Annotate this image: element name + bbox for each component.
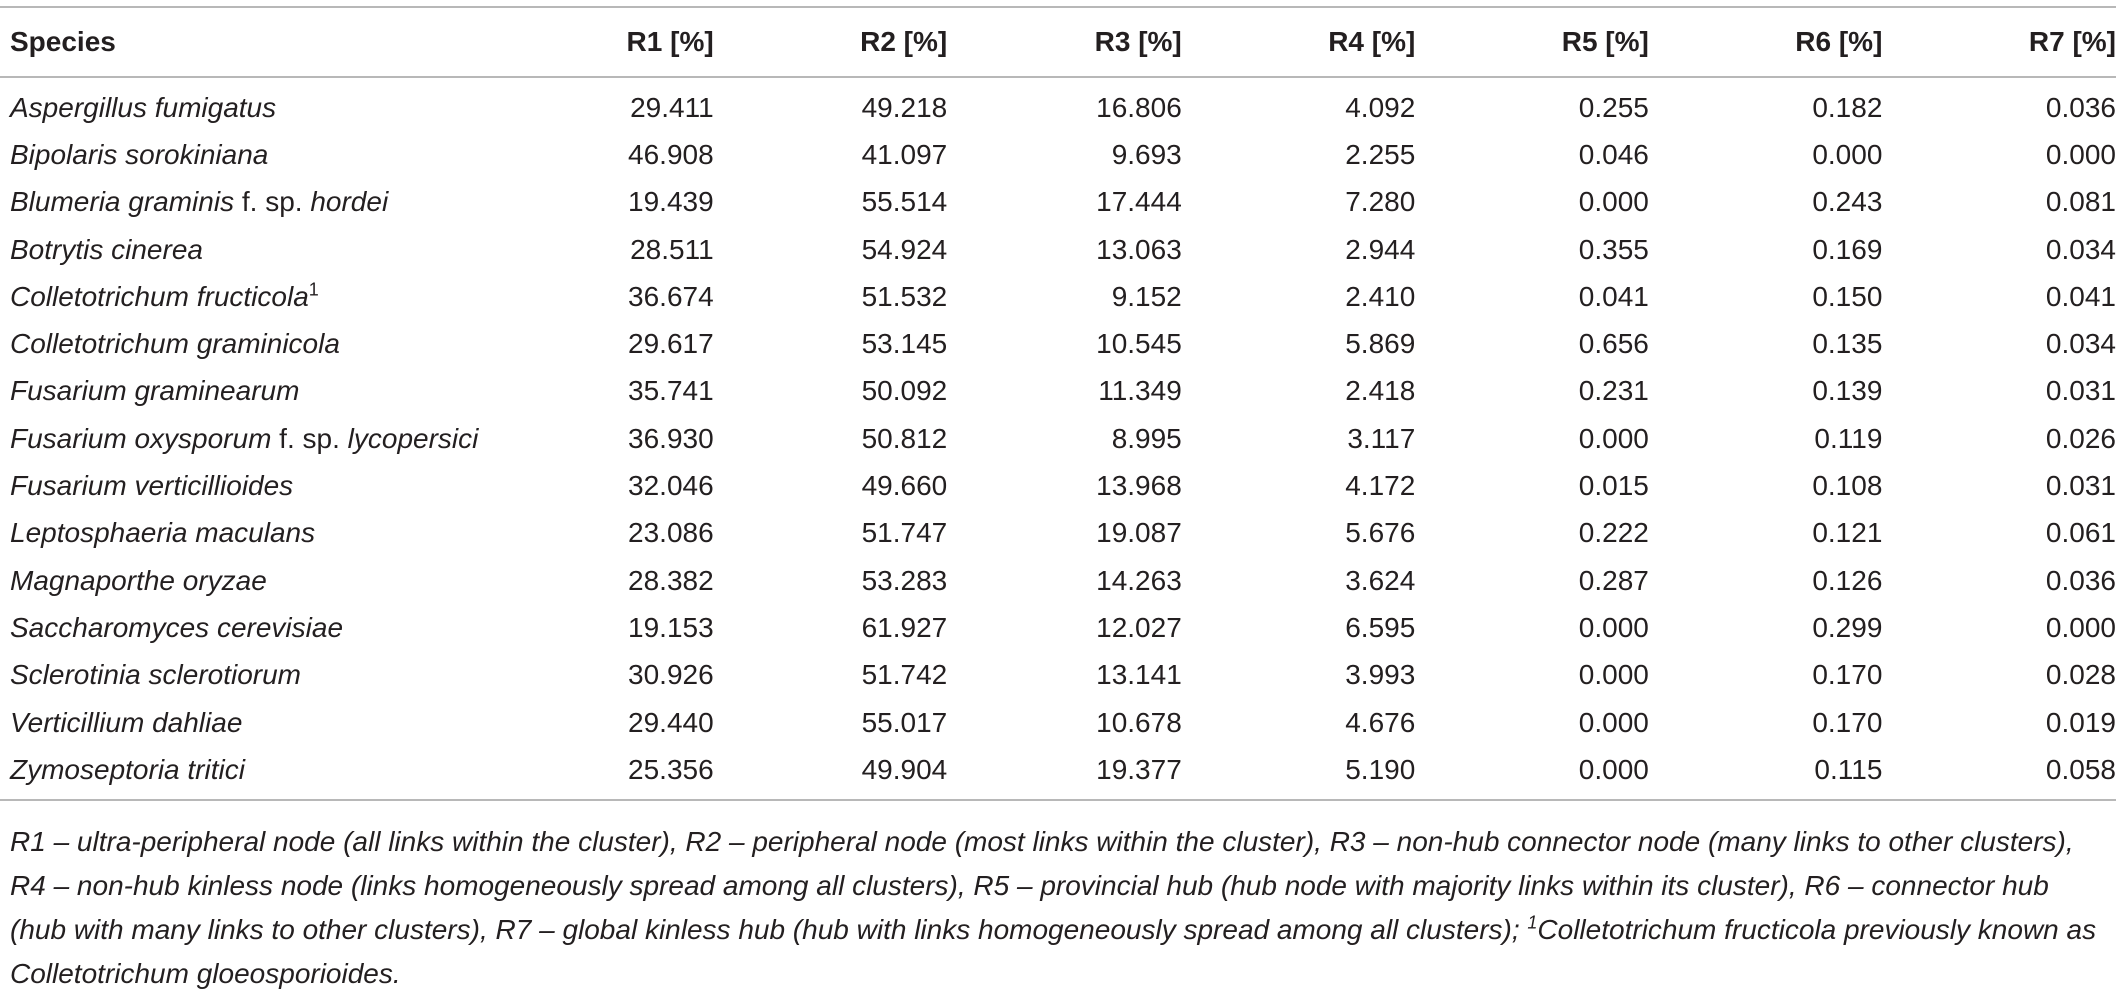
footnote-role-definitions: R1 – ultra-peripheral node (all links within the cluster), R2 – peripheral node (most links within the cluster), R3 – non-hub connector node (many links to other clusters), R4 – non-hub kinless node (links homogeneously spread among all clusters), R5 – provincial hub (hub node with majority links within its cluster), R6 – connector hub (hub with many links to other clusters), R7 – global kinless hub (hub with links homogeneously spread among all clusters); (10, 826, 2074, 945)
value-cell-r1: 35.741 (628, 375, 714, 407)
species-name-cell (0, 368, 521, 415)
value-cell-r5: 0.000 (1578, 659, 1649, 691)
value-cell-r2: 51.532 (861, 280, 948, 312)
value-cell-r4: 2.255 (1345, 138, 1416, 170)
value-cell-r5: 0.046 (1578, 138, 1649, 170)
species-name-part: Leptosphaeria maculans (10, 517, 316, 549)
value-cell-r5: 0.015 (1578, 470, 1649, 502)
species-name-cell (0, 226, 521, 273)
value-cell-r6: 0.139 (1812, 375, 1883, 407)
value-cell-r3: 13.063 (1096, 233, 1182, 265)
value-cell-r2: 49.218 (861, 91, 948, 123)
value-cell-r2: 50.812 (861, 422, 948, 454)
table-row (0, 652, 2116, 699)
table-row (0, 77, 2116, 131)
value-cell-r6: 0.115 (1814, 753, 1883, 785)
value-cell-r5: 0.000 (1578, 706, 1649, 738)
value-cell-r7: 0.041 (2045, 280, 2116, 312)
value-cell-r2: 41.097 (861, 138, 948, 170)
species-name-part: Colletotrichum fructicola (10, 280, 309, 312)
table-row (0, 131, 2116, 178)
table-row (0, 510, 2116, 557)
value-cell-r5: 0.000 (1578, 186, 1649, 218)
value-cell-r6: 0.000 (1812, 138, 1883, 170)
value-cell-r4: 2.944 (1345, 233, 1416, 265)
value-cell-r7: 0.061 (2045, 517, 2116, 549)
value-cell-r7: 0.026 (2045, 422, 2116, 454)
value-cell-r1: 25.356 (628, 753, 714, 785)
value-cell-r6: 0.126 (1812, 564, 1883, 596)
table-row (0, 746, 2116, 800)
value-cell-r3: 12.027 (1096, 611, 1182, 643)
table-row (0, 320, 2116, 367)
value-cell-r5: 0.222 (1578, 517, 1649, 549)
table-body (0, 77, 2116, 800)
value-cell-r3: 9.693 (1111, 138, 1182, 170)
value-cell-r6: 0.121 (1812, 517, 1883, 549)
species-name-part: Botrytis cinerea (10, 233, 203, 265)
value-cell-r3: 19.087 (1096, 517, 1182, 549)
value-cell-r6: 0.170 (1812, 706, 1883, 738)
value-cell-r6: 0.150 (1812, 280, 1883, 312)
value-cell-r5: 0.041 (1578, 280, 1649, 312)
value-cell-r2: 53.283 (861, 564, 948, 596)
header-r5: R5 [%] (1561, 26, 1649, 57)
species-name-cell (0, 510, 521, 557)
value-cell-r6: 0.135 (1812, 328, 1883, 360)
species-name-cell (0, 746, 521, 800)
value-cell-r7: 0.036 (2045, 564, 2116, 596)
species-role-table (0, 6, 2116, 801)
species-name-part: Colletotrichum graminicola (10, 328, 340, 360)
value-cell-r7: 0.019 (2045, 706, 2116, 738)
value-cell-r1: 29.411 (630, 91, 714, 123)
value-cell-r6: 0.170 (1812, 659, 1883, 691)
header-species: Species (10, 26, 116, 57)
table-row (0, 368, 2116, 415)
value-cell-r6: 0.169 (1812, 233, 1883, 265)
value-cell-r2: 53.145 (861, 328, 948, 360)
table-row (0, 557, 2116, 604)
value-cell-r4: 3.117 (1347, 422, 1416, 454)
species-name-cell (0, 320, 521, 367)
value-cell-r3: 9.152 (1111, 280, 1182, 312)
value-cell-r5: 0.000 (1578, 611, 1649, 643)
species-name-part: Aspergillus fumigatus (10, 91, 277, 123)
value-cell-r7: 0.000 (2045, 611, 2116, 643)
value-cell-r1: 19.153 (628, 611, 714, 643)
value-cell-r4: 6.595 (1345, 611, 1416, 643)
value-cell-r6: 0.299 (1812, 611, 1883, 643)
species-name-part: Magnaporthe oryzae (10, 564, 267, 596)
value-cell-r3: 17.444 (1096, 186, 1182, 218)
value-cell-r1: 32.046 (628, 470, 714, 502)
species-name-cell (0, 77, 521, 131)
header-r3: R3 [%] (1094, 26, 1182, 57)
value-cell-r1: 19.439 (628, 186, 714, 218)
species-name-cell (0, 604, 521, 651)
species-name-cell (0, 462, 521, 509)
species-name-part: Sclerotinia sclerotiorum (10, 659, 301, 691)
value-cell-r3: 19.377 (1096, 753, 1182, 785)
value-cell-r1: 29.617 (628, 328, 714, 360)
species-name-part: Fusarium verticillioides (10, 470, 294, 502)
footnote-ref-marker: 1 (308, 279, 319, 300)
species-name-cell (0, 415, 521, 462)
value-cell-r7: 0.081 (2045, 186, 2116, 218)
footnote-marker: 1 (1527, 912, 1538, 933)
value-cell-r7: 0.031 (2045, 375, 2116, 407)
header-r1: R1 [%] (626, 26, 714, 57)
value-cell-r5: 0.355 (1578, 233, 1649, 265)
value-cell-r6: 0.108 (1812, 470, 1883, 502)
value-cell-r7: 0.028 (2045, 659, 2116, 691)
value-cell-r7: 0.036 (2045, 91, 2116, 123)
value-cell-r5: 0.231 (1578, 375, 1649, 407)
header-r4: R4 [%] (1328, 26, 1416, 57)
value-cell-r5: 0.255 (1578, 91, 1649, 123)
value-cell-r3: 11.349 (1098, 375, 1182, 407)
value-cell-r2: 61.927 (861, 611, 948, 643)
species-name-cell (0, 652, 521, 699)
value-cell-r1: 36.930 (628, 422, 714, 454)
species-name-part: Bipolaris sorokiniana (10, 138, 269, 170)
value-cell-r2: 49.904 (861, 753, 948, 785)
value-cell-r1: 29.440 (628, 706, 714, 738)
table-row (0, 699, 2116, 746)
value-cell-r3: 16.806 (1096, 91, 1182, 123)
value-cell-r3: 10.545 (1096, 328, 1182, 360)
value-cell-r3: 10.678 (1096, 706, 1182, 738)
value-cell-r4: 5.190 (1345, 753, 1416, 785)
species-name-cell (0, 273, 521, 320)
value-cell-r2: 49.660 (861, 470, 948, 502)
value-cell-r2: 51.742 (861, 659, 948, 691)
value-cell-r4: 5.676 (1345, 517, 1416, 549)
value-cell-r2: 50.092 (861, 375, 948, 407)
value-cell-r2: 54.924 (861, 233, 948, 265)
footnote-note: Colletotrichum fructicola previously known as Colletotrichum gloeosporioides. (10, 914, 2097, 989)
value-cell-r2: 51.747 (861, 517, 948, 549)
value-cell-r4: 5.869 (1345, 328, 1416, 360)
value-cell-r7: 0.034 (2045, 328, 2116, 360)
species-name-part: Blumeria graminis (10, 186, 235, 218)
value-cell-r1: 28.511 (630, 233, 714, 265)
value-cell-r4: 3.993 (1345, 659, 1416, 691)
table-row (0, 273, 2116, 320)
species-name-part: Fusarium oxysporum (10, 422, 272, 454)
value-cell-r6: 0.243 (1812, 186, 1883, 218)
value-cell-r3: 13.141 (1096, 659, 1182, 691)
species-name-cell (0, 699, 521, 746)
header-r6: R6 [%] (1795, 26, 1883, 57)
value-cell-r5: 0.287 (1578, 564, 1649, 596)
table-row (0, 604, 2116, 651)
value-cell-r4: 4.092 (1345, 91, 1416, 123)
value-cell-r6: 0.119 (1814, 422, 1883, 454)
value-cell-r4: 2.410 (1345, 280, 1416, 312)
species-name-part: hordei (310, 186, 389, 218)
value-cell-r3: 13.968 (1096, 470, 1182, 502)
table-row (0, 462, 2116, 509)
value-cell-r2: 55.017 (861, 706, 948, 738)
value-cell-r4: 2.418 (1345, 375, 1416, 407)
species-name-cell (0, 557, 521, 604)
header-r2: R2 [%] (860, 26, 948, 57)
species-name-part: f. sp. (271, 422, 348, 454)
value-cell-r6: 0.182 (1812, 91, 1883, 123)
header-r7: R7 [%] (2028, 26, 2116, 57)
table-footnote (10, 820, 2110, 996)
species-name-part: Saccharomyces cerevisiae (10, 611, 344, 643)
value-cell-r4: 4.676 (1345, 706, 1416, 738)
value-cell-r1: 46.908 (628, 138, 714, 170)
value-cell-r4: 4.172 (1345, 470, 1416, 502)
value-cell-r7: 0.034 (2045, 233, 2116, 265)
species-name-part: Fusarium graminearum (10, 375, 300, 407)
species-name-part: Zymoseptoria tritici (10, 753, 245, 785)
value-cell-r1: 30.926 (628, 659, 714, 691)
species-name-part: f. sp. (234, 186, 311, 218)
value-cell-r7: 0.031 (2045, 470, 2116, 502)
value-cell-r5: 0.656 (1578, 328, 1649, 360)
species-name-part: lycopersici (347, 422, 479, 454)
table-row (0, 179, 2116, 226)
value-cell-r3: 14.263 (1096, 564, 1182, 596)
value-cell-r7: 0.000 (2045, 138, 2116, 170)
value-cell-r7: 0.058 (2045, 753, 2116, 785)
value-cell-r3: 8.995 (1111, 422, 1182, 454)
value-cell-r4: 3.624 (1345, 564, 1416, 596)
value-cell-r5: 0.000 (1578, 753, 1649, 785)
value-cell-r5: 0.000 (1578, 422, 1649, 454)
table-header-row (0, 7, 2116, 77)
species-name-cell (0, 179, 521, 226)
table-row (0, 415, 2116, 462)
species-name-part: Verticillium dahliae (10, 706, 243, 738)
species-name-cell (0, 131, 521, 178)
value-cell-r1: 28.382 (628, 564, 714, 596)
value-cell-r2: 55.514 (861, 186, 948, 218)
value-cell-r1: 36.674 (628, 280, 714, 312)
value-cell-r1: 23.086 (628, 517, 714, 549)
value-cell-r4: 7.280 (1345, 186, 1416, 218)
table-row (0, 226, 2116, 273)
